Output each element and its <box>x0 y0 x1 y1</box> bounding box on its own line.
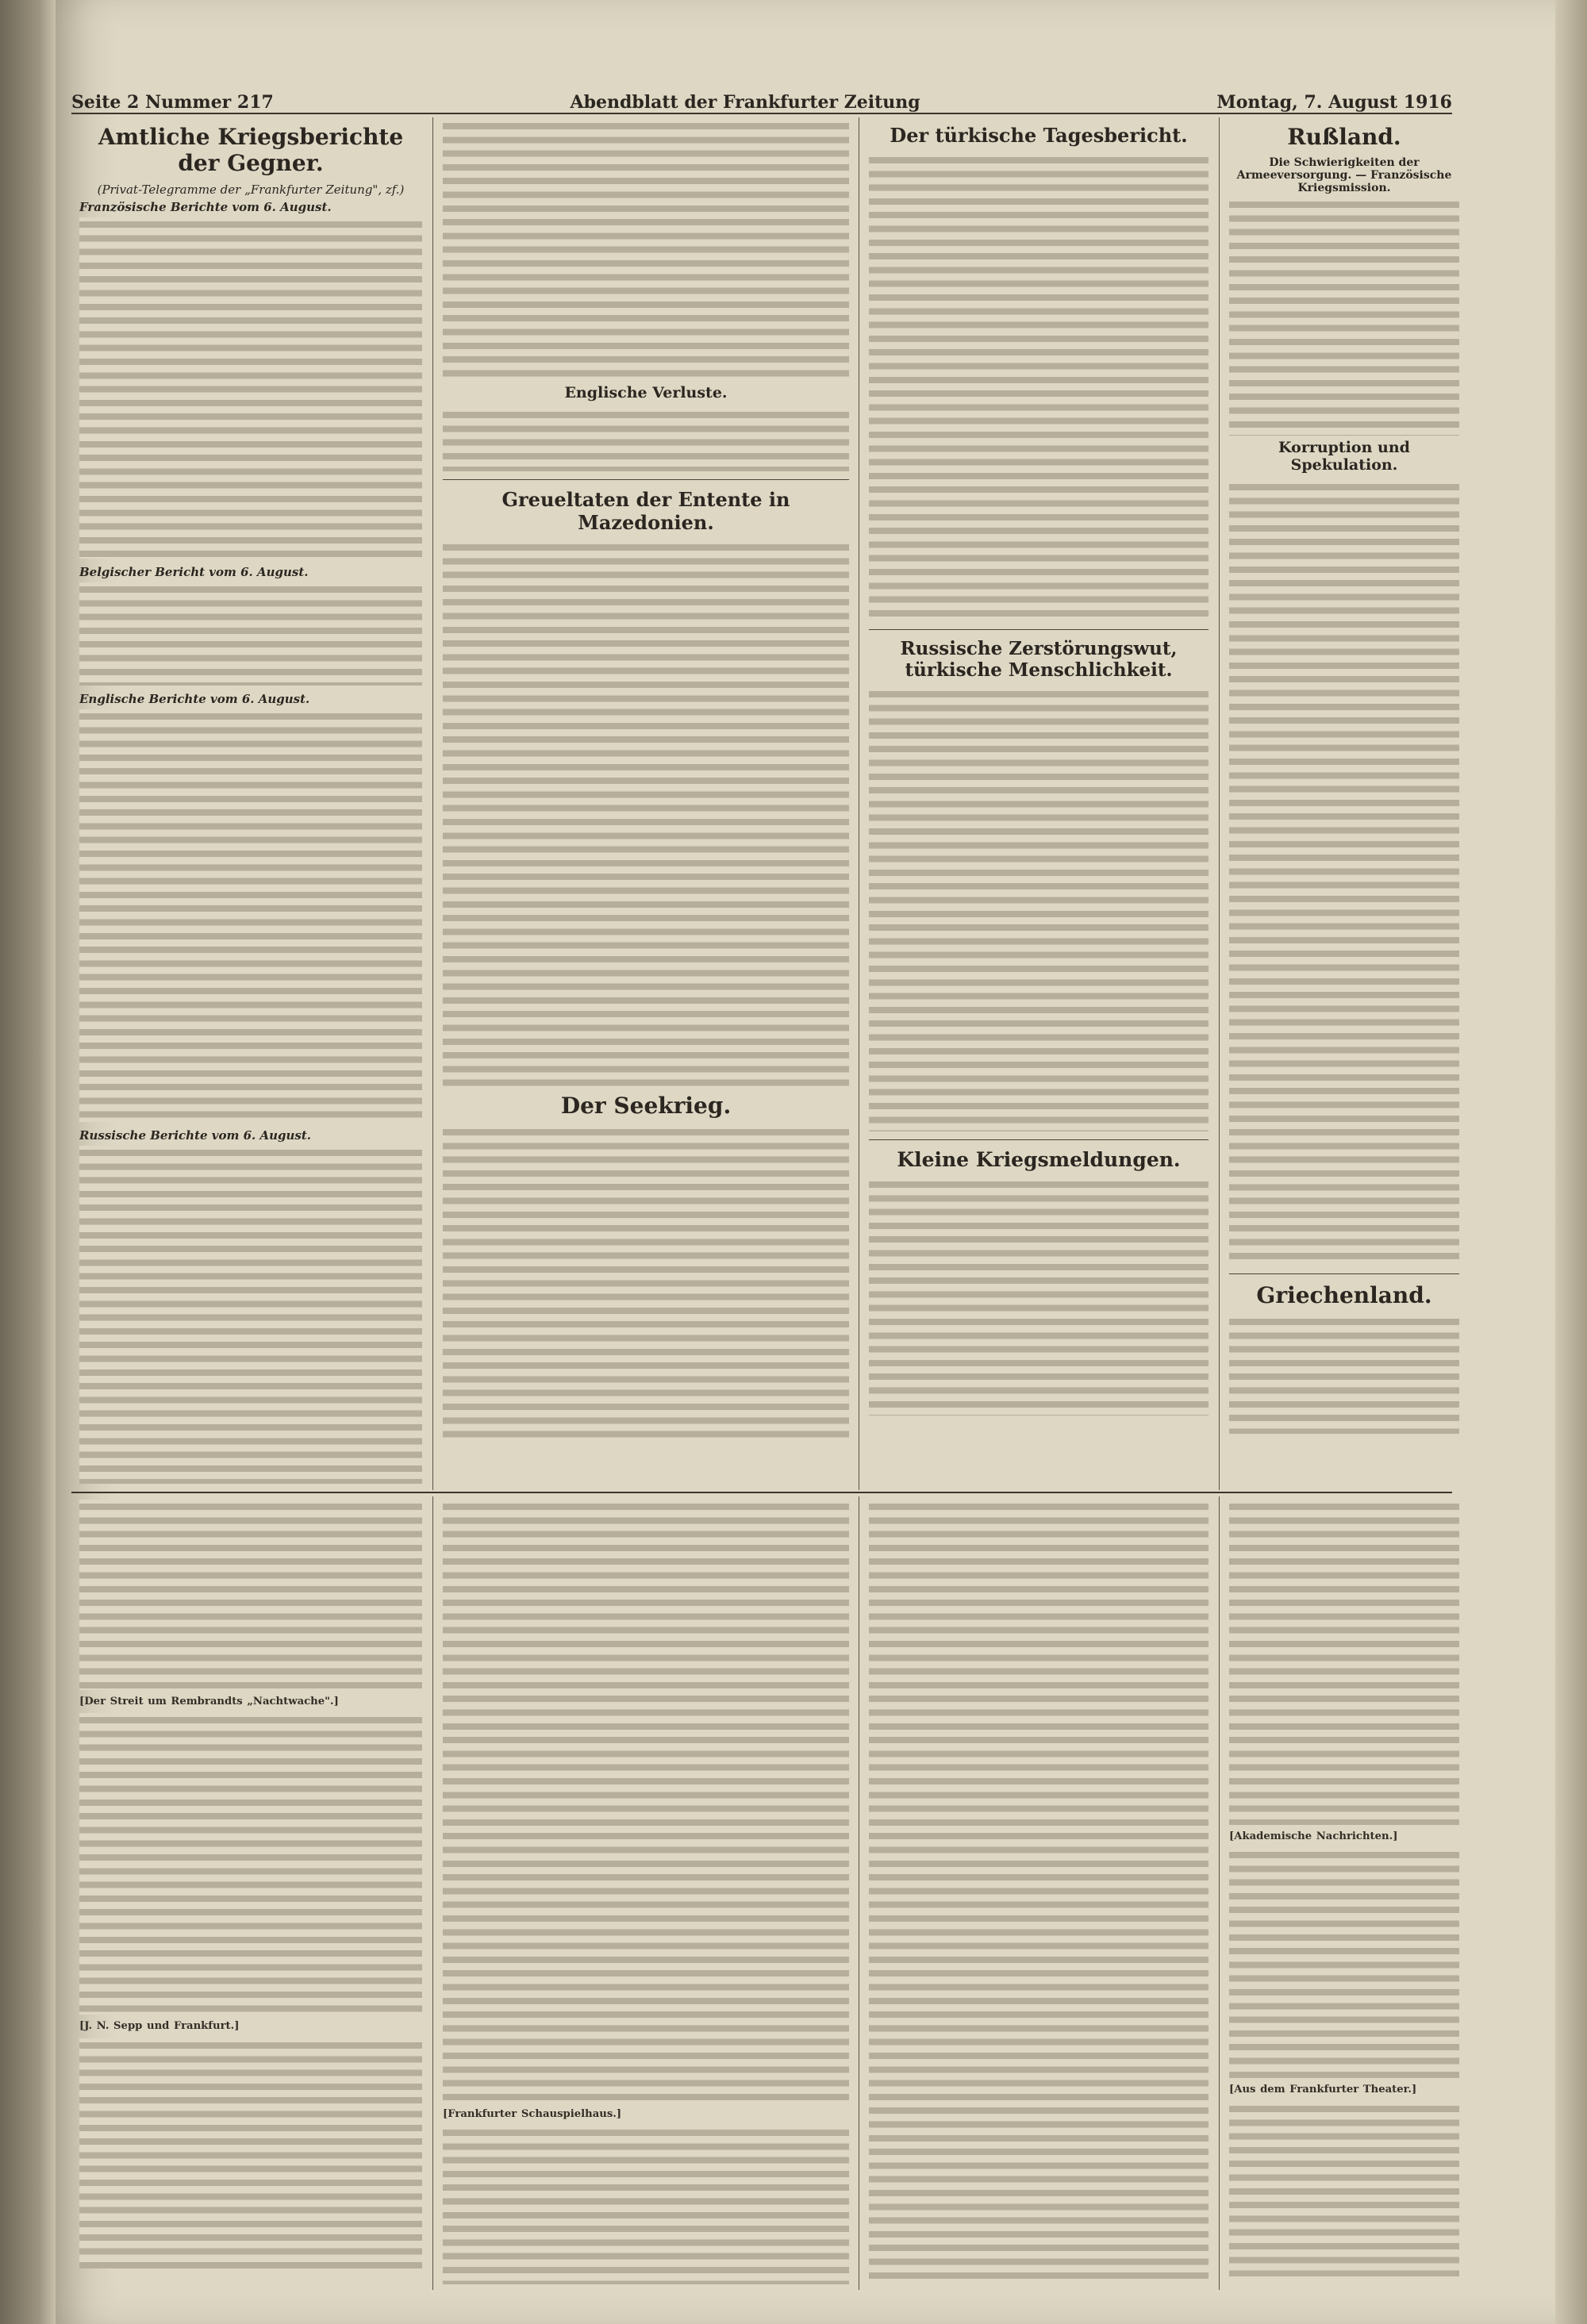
text-block <box>869 153 1209 621</box>
text-block <box>1229 1315 1459 1434</box>
article-title: Korruption und Spekulation. <box>1278 439 1410 474</box>
text-block <box>79 582 422 686</box>
article-title: Amtliche Kriegsberichte der Gegner. <box>98 124 404 176</box>
page-edge <box>1555 0 1587 2324</box>
text-block <box>79 217 422 559</box>
feuilleton-heading: [Frankfurter Schauspielhaus.] <box>443 2108 622 2120</box>
feuilleton-column-3 <box>869 1500 1209 2293</box>
article-subtitle: (Privat-Telegramme der „Frankfurter Zeitung", zf.) <box>97 182 405 197</box>
text-block <box>1229 1500 1459 1825</box>
text-block <box>79 1500 422 1690</box>
divider <box>443 479 849 480</box>
divider <box>869 629 1209 630</box>
column-rule <box>1219 1496 1220 2290</box>
article-title: Griechenland. <box>1256 1282 1432 1308</box>
divider <box>869 1139 1209 1140</box>
feuilleton-rule <box>71 1492 1452 1493</box>
text-block <box>443 2126 849 2284</box>
column-4 <box>1229 119 1459 1484</box>
text-block <box>443 119 849 381</box>
feuilleton-column-4 <box>1229 1500 1459 2293</box>
section-heading: Französische Berichte vom 6. August. <box>79 200 332 214</box>
article-title: Russische Zerstörungswut, türkische Menschlichkeit. <box>900 638 1178 681</box>
feuilleton-heading: [Akademische Nachrichten.] <box>1229 1830 1398 1842</box>
article-title: Rußland. <box>1287 124 1401 150</box>
section-heading: Belgischer Bericht vom 6. August. <box>79 565 309 579</box>
text-block <box>443 1500 849 2103</box>
binding-gutter <box>0 0 56 2324</box>
text-block <box>79 1713 422 2015</box>
text-block <box>1229 480 1459 1266</box>
text-block <box>869 1177 1209 1416</box>
column-1 <box>79 119 422 1484</box>
text-block <box>79 1146 422 1484</box>
header-page-number: Seite 2 Nummer 217 <box>71 92 274 113</box>
article-title: Der türkische Tagesbericht. <box>890 124 1188 147</box>
text-block <box>1229 2102 1459 2276</box>
header-masthead: Abendblatt der Frankfurter Zeitung <box>570 92 920 113</box>
column-2 <box>443 119 849 1484</box>
feuilleton-heading: [Aus dem Frankfurter Theater.] <box>1229 2084 1417 2096</box>
feuilleton-heading: [J. N. Sepp und Frankfurt.] <box>79 2020 240 2033</box>
column-rule <box>432 117 433 1490</box>
text-block <box>869 1500 1209 2285</box>
header-date: Montag, 7. August 1916 <box>1216 92 1452 113</box>
column-3 <box>869 119 1209 1484</box>
section-heading: Englische Berichte vom 6. August. <box>79 692 310 706</box>
article-title: Kleine Kriegsmeldungen. <box>897 1148 1181 1171</box>
article-title: Der Seekrieg. <box>560 1093 732 1119</box>
section-heading: Russische Berichte vom 6. August. <box>79 1128 311 1143</box>
text-block <box>1229 1848 1459 2078</box>
text-block <box>869 687 1209 1131</box>
feuilleton-column-1 <box>79 1500 422 2293</box>
feuilleton-column-2 <box>443 1500 849 2293</box>
feuilleton-heading: [Der Streit um Rembrandts „Nachtwache".] <box>79 1696 339 1707</box>
text-block <box>1229 198 1459 436</box>
text-block <box>443 408 849 471</box>
article-title: Englische Verluste. <box>564 384 728 401</box>
text-block <box>79 2038 422 2268</box>
divider <box>1229 1273 1459 1274</box>
page-header <box>71 86 1452 114</box>
text-block <box>443 540 849 1088</box>
text-block <box>79 709 422 1122</box>
column-rule <box>1219 117 1220 1490</box>
text-block <box>443 1125 849 1442</box>
article-subtitle: Die Schwierigkeiten der Armeeversorgung. — Französische Kriegsmission. <box>1236 156 1452 194</box>
article-title: Greueltaten der Entente in Mazedonien. <box>501 488 790 534</box>
column-rule <box>432 1496 433 2290</box>
